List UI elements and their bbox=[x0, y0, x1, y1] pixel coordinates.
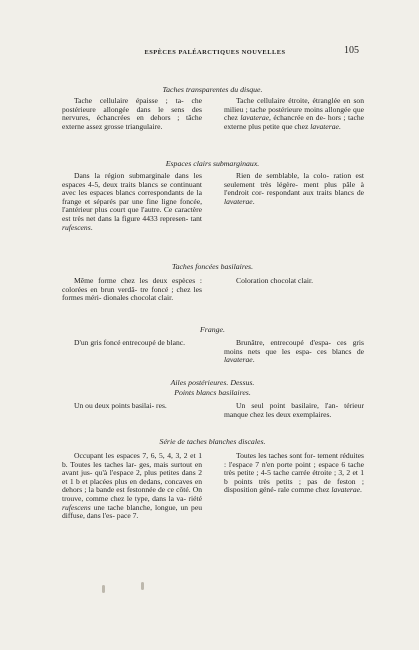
ink-smudge bbox=[102, 585, 105, 593]
section-heading-hindwings: Ailes postérieures. Dessus. bbox=[170, 378, 255, 387]
left-column-disc-spots: Tache cellulaire épaisse ; ta- che postérieure allongée dans le sens des nervures, échancrées en dehors ; tâche externe assez grosse triangulaire. bbox=[62, 96, 202, 131]
section-heading-submarginal: Espaces clairs submarginaux. bbox=[165, 159, 260, 168]
left-column-discal-series: Occupant les espaces 7, 6, 5, 4, 3, 2 et 1 b. Toutes les taches lar- ges, mais surtout en avant jus- qu'à l'espace 2, plus petites dans 2 et 1 b et placées plus en dedans, concaves en dehors ; la bande est festonnée de ce côté. On trouve, comme chez le type, dans la va- riété rufescens une tache blanche, longue, un peu diffuse, dans l'es- pace 7. bbox=[62, 451, 202, 521]
section-heading-disc-spots: Taches transparentes du disque. bbox=[162, 85, 263, 94]
left-column-basal-points: Un ou deux points basilai- res. bbox=[74, 401, 167, 410]
right-column-fringe: Brunâtre, entrecoupé d'espa- ces gris moins nets que les espa- ces blancs de lavaterae. bbox=[224, 338, 364, 365]
left-column-basal-dark: Même forme chez les deux espèces : colorées en brun verdâ- tre foncé ; chez les formes méri- dionales chocolat clair. bbox=[62, 276, 202, 303]
section-heading-fringe: Frange. bbox=[200, 325, 225, 334]
right-column-basal-dark: Coloration chocolat clair. bbox=[236, 276, 313, 285]
page-number: 105 bbox=[344, 45, 359, 56]
left-column-fringe: D'un gris foncé entrecoupé de blanc. bbox=[74, 338, 186, 347]
right-column-submarginal: Rien de semblable, la colo- ration est seulement très légère- ment plus pâle à l'endroit cor- respondant aux traits blancs de lavaterae. bbox=[224, 171, 364, 206]
right-column-basal-points: Un seul point basilaire, l'an- térieur manque chez les deux exemplaires. bbox=[224, 401, 364, 419]
left-column-submarginal: Dans la région submarginale dans les espaces 4-5, deux traits blancs se continuant avec les espaces blancs correspondants de la frange et séparés par une fine ligne foncée, l'antérieur plus court que l'autre. Ce caractère est très net dans la figure 4433 represen- tant rufescens. bbox=[62, 171, 202, 232]
section-heading-basal-dark: Taches foncées basilaires. bbox=[171, 262, 254, 271]
ink-smudge bbox=[141, 582, 144, 590]
section-subheading-basal-points: Points blancs basilaires. bbox=[174, 388, 251, 397]
section-heading-discal-series: Série de taches blanches discales. bbox=[159, 437, 266, 446]
right-column-discal-series: Toutes les taches sont for- tement réduites : l'espace 7 n'en porte point ; espace 6 tache très petite ; 4-5 tache carrée étroite ; 3, 2 et 1 b points très petits ; pas de feston ; disposition géné- rale comme chez lavaterae. bbox=[224, 451, 364, 495]
right-column-disc-spots: Tache cellulaire étroite, étranglée en son milieu ; tache postérieure moins allongée que chez lavaterae, échancrée en de- hors ; tache externe plus petite que chez lavaterae. bbox=[224, 96, 364, 131]
running-title: ESPÈCES PALÉARCTIQUES NOUVELLES bbox=[144, 49, 286, 56]
